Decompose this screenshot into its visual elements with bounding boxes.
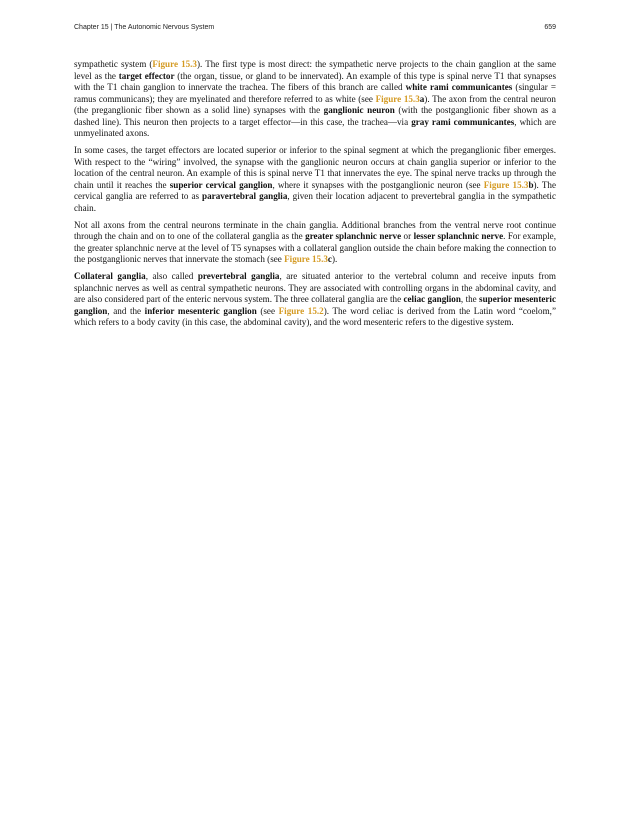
text-run: (see bbox=[256, 305, 279, 316]
body-text bbox=[74, 59, 556, 334]
paragraph bbox=[74, 59, 556, 140]
text-run: , are situated anterior to the vertebral column and receive inputs from splanchnic nerves as well as central sympathetic neurons. They are associated with controlling organs in the abdominal cavity, and are also considered part of the enteric nervous system. The three collateral ganglia are the bbox=[74, 271, 556, 304]
text-run: ). The first type is most direct: the sympathetic nerve projects to the chain ganglion at the same level as the bbox=[74, 59, 556, 81]
text-run: In some cases, the target effectors are located superior or inferior to the spinal segment at which the preganglionic fiber emerges. With respect to the “wiring” involved, the synapse with the ganglionic neuron occurs at chain ganglia superior or inferior to the location of the central neuron. An example of this is spinal nerve T1 that innervates the eye. The spinal nerve tracks up through the chain until it reaches the bbox=[74, 145, 556, 190]
text-run: sympathetic system ( bbox=[74, 59, 153, 69]
text-run: ). The cervical ganglia are referred to as bbox=[74, 179, 556, 201]
key-term: greater splanchnic nerve bbox=[305, 231, 402, 241]
figure-link[interactable]: Figure 15.2 bbox=[278, 305, 324, 316]
text-run: , also called bbox=[145, 271, 198, 281]
key-term: c bbox=[327, 254, 332, 264]
key-term: celiac ganglion bbox=[403, 294, 461, 304]
text-run: or bbox=[401, 231, 414, 241]
page-number: 659 bbox=[544, 24, 556, 31]
text-run: , where it synapses with the postganglionic neuron (see bbox=[272, 179, 484, 190]
key-term: target effector bbox=[118, 70, 175, 81]
key-term: lesser splanchnic nerve bbox=[413, 231, 504, 241]
key-term: white rami communicantes bbox=[405, 82, 513, 92]
paragraph bbox=[74, 220, 556, 266]
paragraph bbox=[74, 145, 556, 214]
text-run: . For example, the greater splanchnic nerve at the level of T5 synapses with a collateral ganglion outside the chain before making the connection to the postganglionic nerves that innervate the stomach (see bbox=[74, 231, 556, 264]
text-run: , which are unmyelinated axons. bbox=[74, 116, 556, 138]
text-run: (with the postganglionic fiber shown as a dashed line). This neuron then projects to a target effector—in this case, the trachea—via bbox=[74, 105, 557, 127]
figure-link[interactable]: Figure 15.3 bbox=[483, 179, 529, 190]
text-run: ). The word celiac is derived from the Latin word “coelom,” which refers to a body cavity (in this case, the abdominal cavity), and the word mesenteric refers to the digestive system. bbox=[74, 305, 556, 327]
text-run: (singular = ramus communicans); they are myelinated and therefore referred to as white (see bbox=[74, 82, 556, 104]
key-term: Collateral ganglia bbox=[74, 271, 146, 281]
key-term: prevertebral ganglia bbox=[197, 271, 280, 281]
key-term: a bbox=[419, 93, 425, 104]
key-term: b bbox=[528, 179, 534, 190]
text-run: Not all axons from the central neurons terminate in the chain ganglia. Additional branches from the ventral nerve root continue through the chain and on to one of the collateral ganglia as the bbox=[74, 219, 556, 241]
chapter-title: Chapter 15 | The Autonomic Nervous System bbox=[74, 24, 215, 31]
text-run: (the organ, tissue, or gland to be innervated). An example of this type is spinal nerve T1 that synapses with the T1 chain ganglion to innervate the trachea. The fibers of this branch are called bbox=[74, 70, 556, 92]
figure-link[interactable]: Figure 15.3 bbox=[152, 59, 197, 69]
text-run: ). The axon from the central neuron (the preganglionic fiber shown as a solid line) synapses with the bbox=[74, 93, 556, 115]
key-term: gray rami communicantes bbox=[411, 116, 515, 127]
key-term: ganglionic neuron bbox=[323, 105, 395, 115]
text-run: ). bbox=[331, 254, 338, 264]
paragraph bbox=[74, 271, 556, 329]
key-term: superior cervical ganglion bbox=[169, 179, 273, 190]
text-run: , given their location adjacent to prevertebral ganglia in the sympathetic chain. bbox=[74, 191, 556, 213]
key-term: paravertebral ganglia bbox=[202, 191, 288, 201]
text-run: , the bbox=[460, 294, 480, 304]
key-term: superior mesenteric ganglion bbox=[74, 294, 556, 316]
figure-link[interactable]: Figure 15.3 bbox=[375, 93, 420, 104]
text-run: , and the bbox=[107, 305, 145, 316]
figure-link[interactable]: Figure 15.3 bbox=[284, 254, 328, 264]
page-header bbox=[74, 24, 556, 31]
key-term: inferior mesenteric ganglion bbox=[144, 305, 257, 316]
